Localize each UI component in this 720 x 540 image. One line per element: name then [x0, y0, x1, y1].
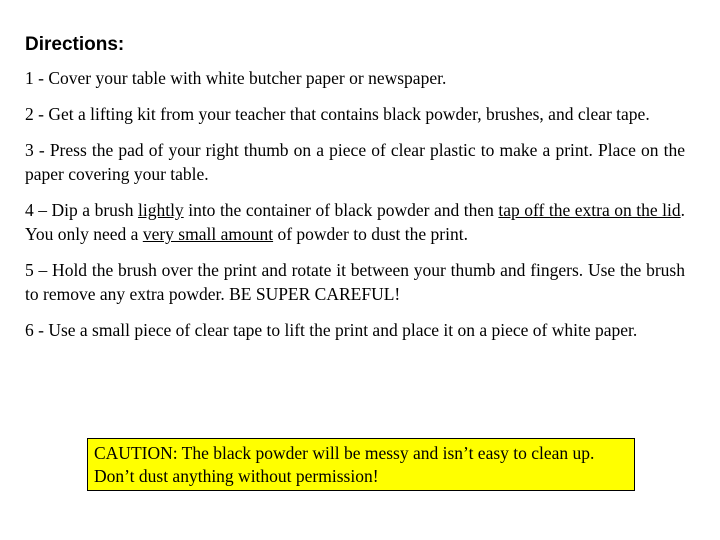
step-4-text-end: of powder to dust the print.	[273, 224, 468, 244]
step-6: 6 - Use a small piece of clear tape to lift the print and place it on a piece of white paper.	[25, 320, 638, 340]
step-4-underlined-tap-off: tap off the extra on the lid	[498, 200, 681, 220]
directions-list	[25, 66, 685, 354]
step-2: 2 - Get a lifting kit from your teacher that contains black powder, brushes, and clear tape.	[25, 104, 650, 124]
step-4-text-after-lid: . You only need a	[25, 200, 686, 244]
step-4-text-start: 4 – Dip a brush	[25, 200, 138, 220]
step-1: 1 - Cover your table with white butcher paper or newspaper.	[25, 68, 447, 88]
directions-heading: Directions:	[25, 34, 125, 55]
step-4-underlined-lightly: lightly	[137, 200, 184, 220]
step-3: 3 - Press the pad of your right thumb on a piece of clear plastic to make a print. Place on the paper covering your table.	[25, 140, 685, 184]
caution-box: CAUTION: The black powder will be messy and isn’t easy to clean up. Don’t dust anything without permission!	[87, 438, 635, 491]
step-4	[25, 198, 685, 246]
step-4-text-middle: into the container of black powder and then	[183, 200, 499, 220]
step-4-underlined-amount: very small amount	[142, 224, 274, 244]
step-5: 5 – Hold the brush over the print and rotate it between your thumb and fingers. Use the brush to remove any extra powder. BE SUPER CAREFUL!	[25, 260, 685, 304]
